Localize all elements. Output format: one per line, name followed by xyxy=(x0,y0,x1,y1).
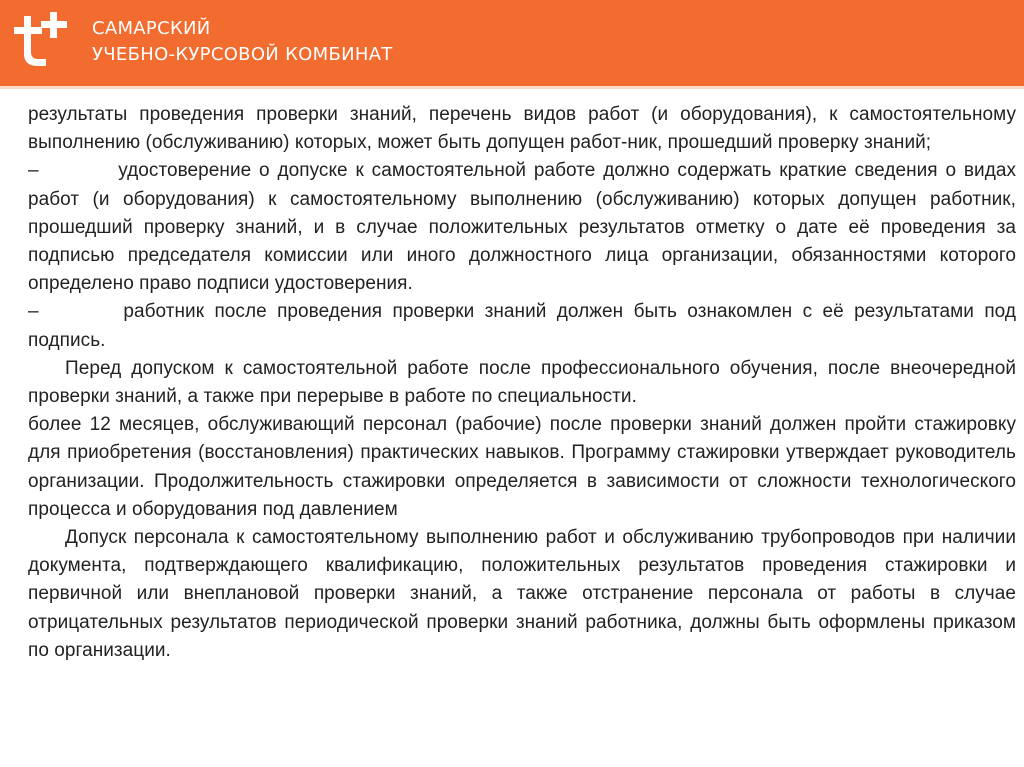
paragraph-admission-order: Допуск персонала к самостоятельному выполнению работ и обслуживанию трубопроводов при наличии документа, подтверждающего квалификацию, положительных результатов проведения стажировки и первичной или внеплановой проверки знаний, а также отстранение персонала от работы в случае отрицательных результатов периодической проверки знаний работника, должны быть оформлены приказом по организации. xyxy=(28,527,1022,661)
header-divider xyxy=(0,86,1024,89)
tt-cross-logo-icon xyxy=(12,10,76,74)
paragraph-internship: более 12 месяцев, обслуживающий персонал (рабочие) после проверки знаний должен пройти стажировку для приобретения (восстановления) практических навыков. Программу стажировки утверждает руководитель организации. Продолжительность стажировки определяется в зависимости от сложности технологического процесса и оборудования под давлением xyxy=(28,414,1022,520)
organization-name xyxy=(92,16,393,68)
header-bar xyxy=(0,0,1024,86)
paragraph-acknowledgement: – работник после проведения проверки знаний должен быть ознакомлен с её результатами под подпись. xyxy=(28,301,1022,351)
paragraph-results: результаты проведения проверки знаний, перечень видов работ (и оборудования), к самостоятельному выполнению (обслуживанию) которых, может быть допущен работ-ник, прошедший проверку знаний; xyxy=(28,104,1022,154)
document-body xyxy=(28,101,1022,665)
organization-name-line1: САМАРСКИЙ xyxy=(92,18,211,39)
organization-name-line2: УЧЕБНО-КУРСОВОЙ КОМБИНАТ xyxy=(92,44,393,65)
paragraph-before-admission: Перед допуском к самостоятельной работе после профессионального обучения, после внеочередной проверки знаний, а также при перерыве в работе по специальности. xyxy=(28,357,1022,408)
paragraph-certificate: – удостоверение о допуске к самостоятельной работе должно содержать краткие сведения о видах работ (и оборудования) к самостоятельному выполнению (обслуживанию) которых допущен работник, прошедший проверку знаний, и в случае положительных результатов отметку о дате её проведения за подписью председателя комиссии или иного должностного лица организации, обязанностями которого определено право подписи удостоверения. xyxy=(28,160,1022,295)
